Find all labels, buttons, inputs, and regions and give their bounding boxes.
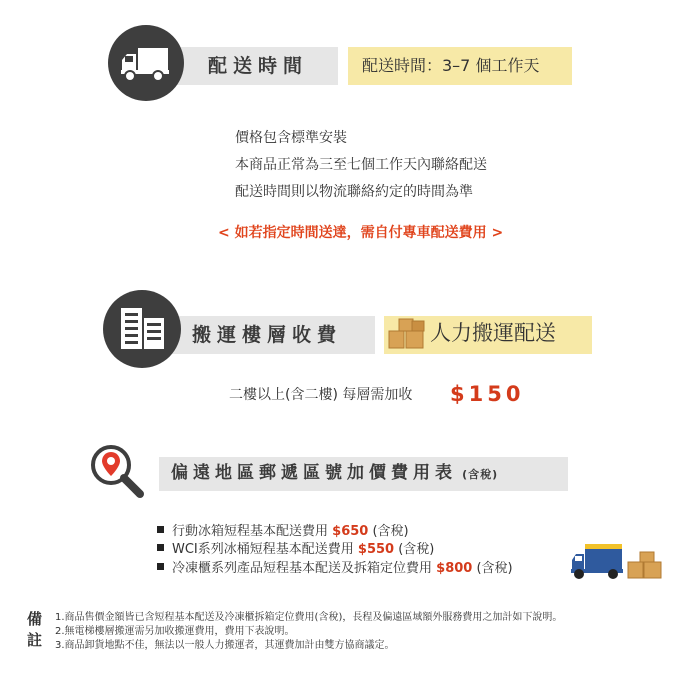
remote-item-2-price: $550 [357,542,395,557]
delivery-highlight: 配送時間：3–7 個工作天 [362,56,540,75]
remote-item-1-suffix: (含稅) [372,524,409,539]
delivery-line-1: 價格包含標準安裝 [235,130,347,146]
remote-item-2-text: WCI系列冰桶短程基本配送費用 [172,542,354,557]
remote-item-1-price: $650 [332,524,369,539]
map-pin-magnifier-icon [89,443,145,499]
bullet-square [157,563,164,570]
notes-line-2: 2.無電梯樓層搬運需另加收搬運費用，費用下表說明。 [55,626,295,637]
remote-title-suffix: (含稅) [462,468,499,481]
delivery-line-3: 配送時間則以物流聯絡約定的時間為準 [235,184,473,200]
remote-item-3-price: $800 [436,561,473,576]
delivery-line-2: 本商品正常為三至七個工作天內聯絡配送 [235,157,487,173]
delivery-title: 配送時間 [208,55,309,77]
remote-item-2-suffix: (含稅) [398,542,435,557]
notes-label-bottom: 註 [27,631,43,649]
remote-item-3-suffix: (含稅) [476,561,513,576]
delivery-note: < 如若指定時間送達，需自付專車配送費用 > [218,225,504,241]
truck-icon [108,25,184,101]
remote-item-3 [157,562,513,575]
bullet-square [157,544,164,551]
stairs-fee-value: $150 [450,382,525,406]
remote-item-2 [157,543,434,556]
remote-item-1-text: 行動冰箱短程基本配送費用 [172,524,329,539]
remote-item-3-text: 冷凍櫃系列產品短程基本配送及拆箱定位費用 [172,561,433,576]
bullet-square [157,526,164,533]
notes-line-1: 1.商品售價金額皆已含短程基本配送及冷凍櫃拆箱定位費用(含稅)，長程及偏遠區域額外服務費用之加計如下說明。 [55,612,563,623]
stairs-icon-circle [103,290,181,368]
stairs-fee-text: 二樓以上(含二樓) 每層需加收 [229,387,413,403]
notes-label-top: 備 [27,610,43,628]
building-icon [103,290,181,368]
stairs-highlight: 人力搬運配送 [430,321,556,345]
delivery-icon-circle [108,25,184,101]
delivery-truck-icon [570,540,666,582]
notes-line-3: 3.商品卸貨地點不佳，無法以一般人力搬運者，其運費加計由雙方協商議定。 [55,640,395,651]
remote-title: 偏遠地區郵遞區號加價費用表 [171,463,457,483]
boxes-icon [387,317,429,351]
stairs-title: 搬運樓層收費 [192,324,343,346]
remote-item-1 [157,525,409,538]
remote-title-wrap [171,465,498,482]
